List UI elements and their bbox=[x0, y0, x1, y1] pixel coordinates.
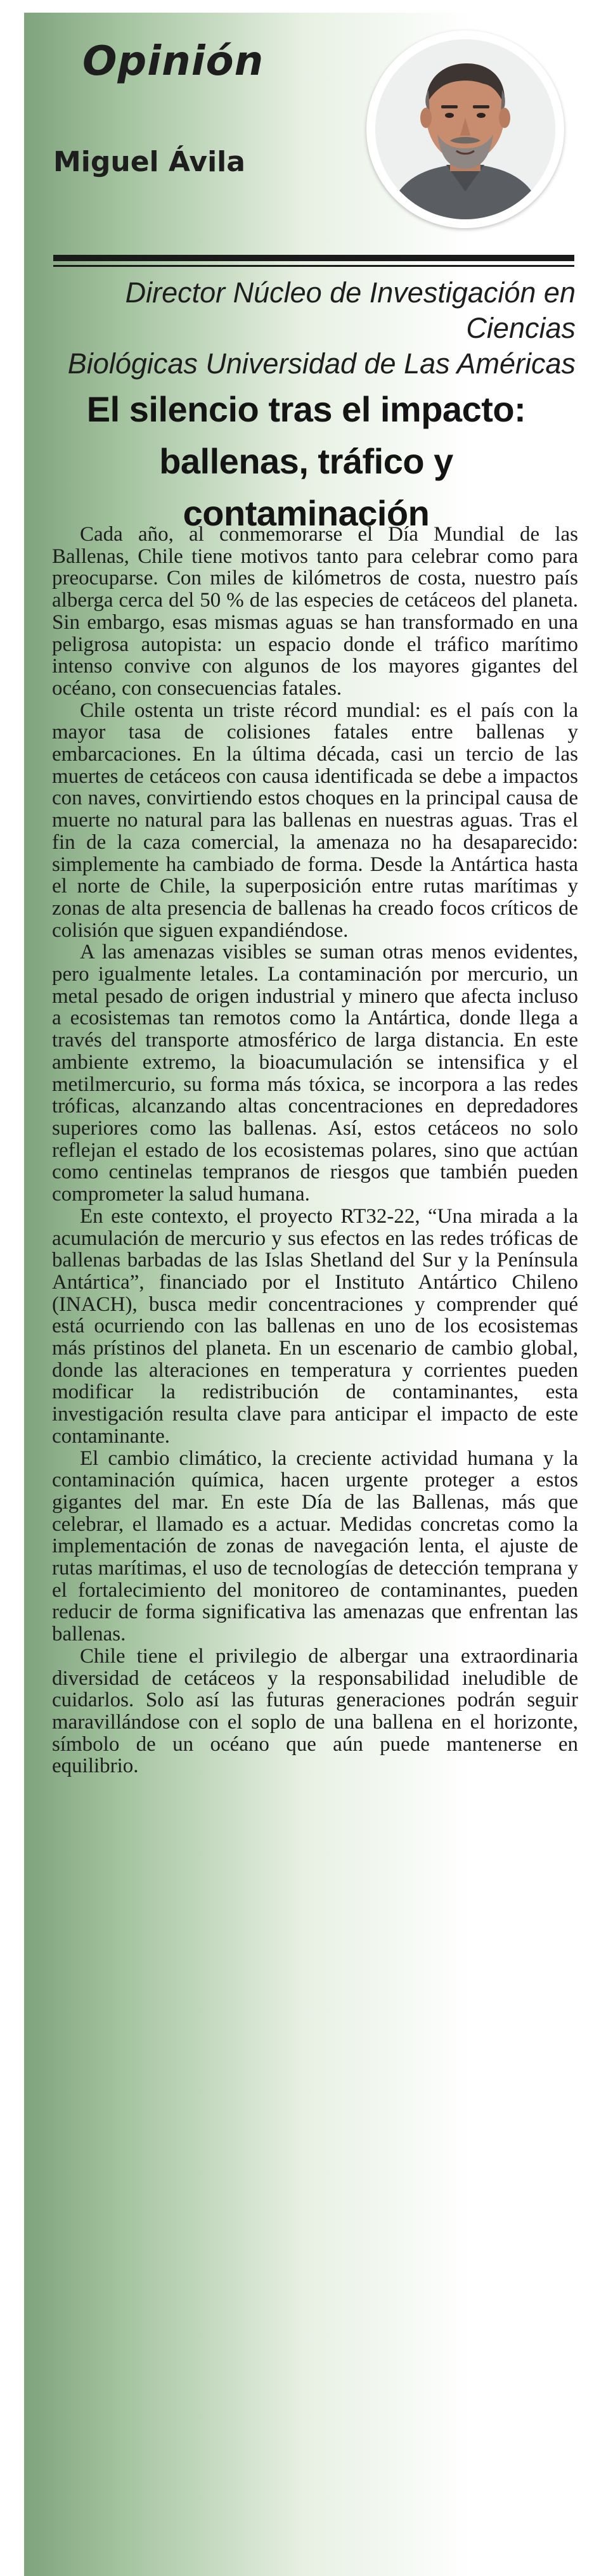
article-paragraph: Cada año, al conmemorarse el Día Mundial de las Ballenas, Chile tiene motivos tanto para celebrar como para preocuparse. Con miles de kilómetros de costa, nuestro país alberga cerca del 50 % de las especies de cetáceos del planeta. Sin embargo, esas mismas aguas se han transformado en una peligrosa autopista: un espacio donde el tráfico marítimo intenso convive con algunos de los mayores gigantes del océano, con consecuencias fatales. bbox=[52, 523, 578, 700]
article-paragraph: A las amenazas visibles se suman otras menos evidentes, pero igualmente letales. La contaminación por mercurio, un metal pesado de origen industrial y minero que afecta incluso a ecosistemas tan remotos como la Antártica, donde llega a través del transporte atmosférico de larga distancia. En este ambiente extremo, la bioacumulación se intensifica y el metilmercurio, su forma más tóxica, se incorpora a las redes tróficas, alcanzando altas concentraciones en depredadores superiores como las ballenas. Así, estos cetáceos no solo reflejan el estado de los ecosistemas polares, sino que actúan como centinelas tempranos de riesgos que también pueden comprometer la salud humana. bbox=[52, 941, 578, 1206]
opinion-column bbox=[24, 13, 583, 2576]
author-role-line: Director Núcleo de Investigación en Ciencias bbox=[125, 276, 576, 344]
section-label: Opinión bbox=[82, 38, 264, 85]
headline-line: ballenas, tráfico y contaminación bbox=[159, 441, 453, 533]
author-name: Miguel Ávila bbox=[53, 146, 245, 178]
article-paragraph: Chile tiene el privilegio de albergar una extraordinaria diversidad de cetáceos y la responsabilidad ineludible de cuidarlos. Solo así las futuras generaciones podrán seguir maravillándose con el soplo de una ballena en el horizonte, símbolo de un océano que aún puede mantenerse en equilibrio. bbox=[52, 1644, 578, 1778]
article-paragraph: El cambio climático, la creciente actividad humana y la contaminación química, hacen urgente proteger a estos gigantes del mar. En este Día de las Ballenas, más que celebrar, el llamado es a actuar. Medidas concretas como la implementación de zonas de navegación lenta, el ajuste de rutas marítimas, el uso de tecnologías de detección temprana y el fortalecimiento del monitoreo de contaminantes, pueden reducir de forma significativa las amenazas que enfrentan las ballenas. bbox=[52, 1446, 578, 1646]
headline-line: El silencio tras el impacto: bbox=[86, 389, 526, 429]
divider-thick bbox=[53, 255, 574, 261]
article-paragraph: En este contexto, el proyecto RT32-22, “Una mirada a la acumulación de mercurio y sus efectos en las redes tróficas de ballenas barbadas de las Islas Shetland del Sur y la Península Antártica”, financiado por el Instituto Antártico Chileno (INACH), busca medir concentraciones y comprender qué está ocurriendo con las ballenas en uno de los ecosistemas más prístinos del planeta. En un escenario de cambio global, donde las alteraciones en temperatura y corrientes pueden modificar la redistribución de contaminantes, esta investigación resulta clave para anticipar el impacto de este contaminante. bbox=[52, 1204, 578, 1448]
author-role bbox=[49, 275, 576, 382]
author-photo-frame bbox=[366, 30, 564, 228]
article-paragraph: Chile ostenta un triste récord mundial: es el país con la mayor tasa de colisiones fatales entre ballenas y embarcaciones. En la última década, casi un tercio de las muertes de cetáceos con causa identificada se debe a impactos con naves, convirtiendo estos choques en la principal causa de muerte no natural para las ballenas en nuestras aguas. Tras el fin de la caza comercial, la amenaza no ha desaparecido: simplemente ha cambiado de forma. Desde la Antártica hasta el norte de Chile, la superposición entre rutas marítimas y zonas de alta presencia de ballenas ha creado focos críticos de colisión que siguen expandiéndose. bbox=[52, 699, 578, 942]
divider-thin bbox=[53, 265, 574, 267]
author-portrait-image bbox=[375, 39, 555, 219]
column-header bbox=[24, 13, 583, 241]
author-role-line: Biológicas Universidad de Las Américas bbox=[67, 347, 576, 380]
article-body bbox=[52, 524, 578, 1777]
article-headline bbox=[37, 383, 576, 539]
author-photo bbox=[375, 39, 555, 219]
